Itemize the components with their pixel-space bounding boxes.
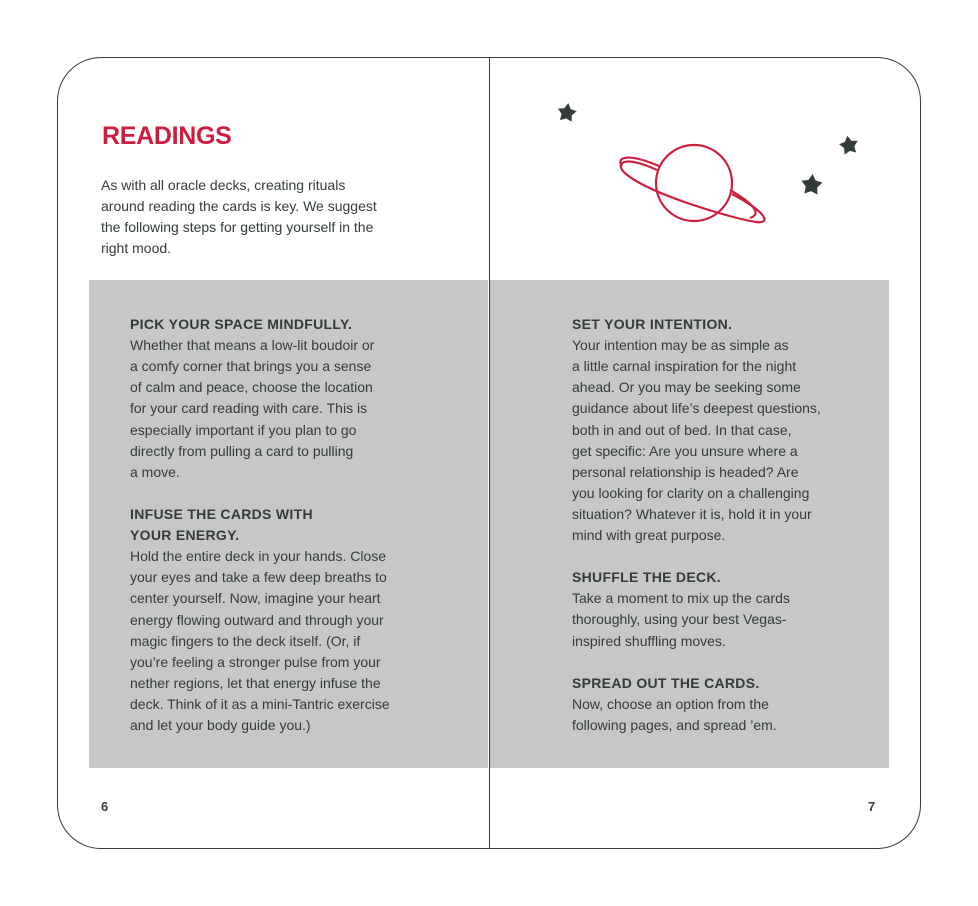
step-pick-your-space [130,314,440,483]
step-body-line: directly from pulling a card to pulling [130,442,354,459]
right-steps-column [572,314,872,757]
intro-paragraph [101,175,431,259]
step-body-line: situation? Whatever it is, hold it in your [572,505,812,522]
step-body-line: get specific: Are you unsure where a [572,442,798,459]
step-body-line: a little carnal inspiration for the night [572,358,797,375]
ringed-planet-icon [620,145,764,222]
step-body-line: both in and out of bed. In that case, [572,421,792,438]
step-body-line: Take a moment to mix up the cards [572,590,790,607]
step-heading: INFUSE THE CARDS WITH [130,505,313,522]
intro-line: right mood. [101,240,172,257]
intro-line: around reading the cards is key. We suggest [101,198,377,215]
step-shuffle-the-deck [572,567,872,651]
step-body-line: following pages, and spread ’em. [572,716,777,733]
planet-illustration [540,90,880,240]
star-icon [800,173,823,195]
step-body-line: you’re feeling a stronger pulse from your [130,653,381,670]
step-body-line: Hold the entire deck in your hands. Close [130,548,387,565]
step-body-line: personal relationship is headed? Are [572,463,799,480]
star-icon [838,134,860,155]
step-body-line: of calm and peace, choose the location [130,379,373,396]
step-body-line: you looking for clarity on a challenging [572,484,810,501]
step-body-line: and let your body guide you.) [130,717,311,734]
step-heading: YOUR ENERGY. [130,527,240,544]
step-set-your-intention [572,314,872,546]
star-icon [556,102,577,122]
step-infuse-the-cards [130,504,440,736]
step-body-line: a move. [130,463,180,480]
step-heading: PICK YOUR SPACE MINDFULLY. [130,316,353,332]
step-body-line: for your card reading with care. This is [130,400,368,417]
step-body-line: nether regions, let that energy infuse the [130,674,381,691]
step-body-line: your eyes and take a few deep breaths to [130,569,387,586]
step-body-line: guidance about life’s deepest questions, [572,400,821,417]
step-body-line: energy flowing outward and through your [130,611,384,628]
intro-line: As with all oracle decks, creating rituals [101,177,346,193]
step-body-line: ahead. Or you may be seeking some [572,379,801,396]
step-body-line: thoroughly, using your best Vegas- [572,611,787,628]
step-heading: SET YOUR INTENTION. [572,316,733,332]
page-number-right: 7 [868,799,876,814]
step-body-line: mind with great purpose. [572,527,726,544]
step-body-line: Now, choose an option from the [572,695,769,712]
step-body-line: Whether that means a low-lit boudoir or [130,337,375,354]
step-body-line: magic fingers to the deck itself. (Or, if [130,632,361,649]
step-body-line: Your intention may be as simple as [572,337,789,354]
step-body-line: center yourself. Now, imagine your heart [130,590,381,607]
step-body-line: inspired shuffling moves. [572,632,726,649]
page-number-left: 6 [101,799,109,814]
page-gutter [489,57,490,849]
step-body-line: a comfy corner that brings you a sense [130,358,372,375]
page-title: READINGS [102,122,232,150]
left-steps-column [130,314,440,757]
step-spread-out-the-cards [572,673,872,736]
intro-line: the following steps for getting yourself in the [101,219,374,236]
step-heading: SHUFFLE THE DECK. [572,569,721,586]
step-body-line: especially important if you plan to go [130,421,357,438]
step-body-line: deck. Think of it as a mini-Tantric exercise [130,695,390,712]
step-heading: SPREAD OUT THE CARDS. [572,674,760,691]
